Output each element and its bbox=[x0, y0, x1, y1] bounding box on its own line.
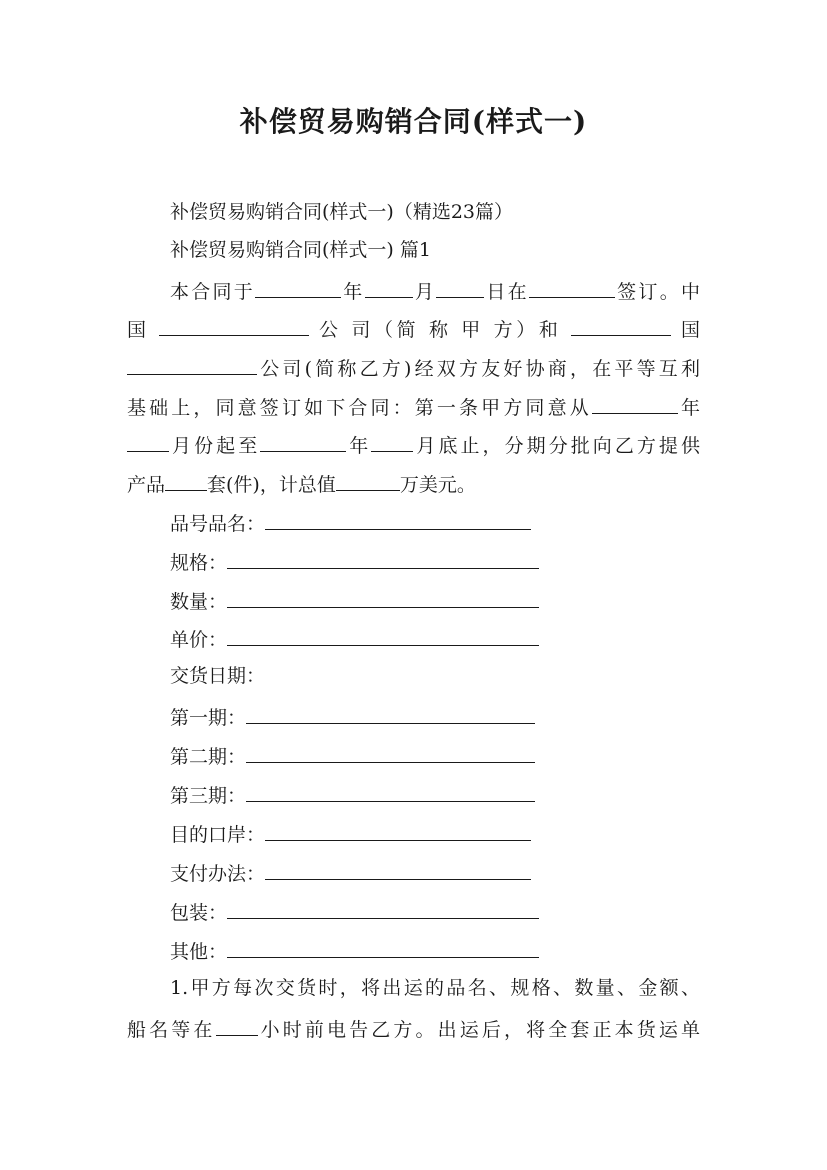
para1-line2 bbox=[127, 315, 700, 342]
blank-underline bbox=[265, 859, 531, 880]
blank-underline bbox=[227, 898, 539, 919]
blank-underline bbox=[371, 431, 413, 452]
document-subtitle: 补偿贸易购销合同(样式一)（精选23篇） bbox=[170, 201, 514, 223]
blank-underline bbox=[265, 820, 531, 841]
field-payment bbox=[170, 859, 700, 886]
field-packing bbox=[170, 898, 700, 925]
field-product-name bbox=[170, 509, 700, 536]
text-segment: 年 bbox=[341, 281, 365, 303]
section-heading: 补偿贸易购销合同(样式一) 篇1 bbox=[170, 239, 431, 261]
blank-underline bbox=[265, 509, 531, 530]
field-label: 支付办法： bbox=[170, 863, 266, 885]
field-spec bbox=[170, 548, 700, 575]
text-segment: 公司(简称乙方)经双方友好协商，在平等互利 bbox=[257, 358, 700, 380]
blank-underline bbox=[436, 277, 484, 298]
field-label: 单价： bbox=[170, 629, 228, 651]
para1-line6 bbox=[127, 470, 700, 497]
blank-underline bbox=[571, 315, 671, 336]
text-segment: 日在 bbox=[484, 281, 529, 303]
blank-underline bbox=[246, 703, 535, 724]
field-label: 目的口岸： bbox=[170, 824, 266, 846]
text-segment: 月底止，分期分批向乙方提供 bbox=[413, 435, 700, 457]
text-segment: 小时前电告乙方。出运后，将全套正本货运单 bbox=[257, 1019, 700, 1041]
blank-underline bbox=[255, 277, 341, 298]
text-segment: 月份起至 bbox=[169, 435, 261, 457]
blank-underline bbox=[127, 431, 169, 452]
blank-underline bbox=[165, 470, 207, 491]
field-phase1 bbox=[170, 703, 700, 730]
para1-line3 bbox=[127, 354, 700, 381]
field-label: 品号品名： bbox=[170, 513, 266, 535]
field-other bbox=[170, 937, 700, 964]
text-segment: 国 bbox=[127, 319, 150, 341]
blank-underline bbox=[336, 470, 400, 491]
text-segment: 年 bbox=[677, 397, 700, 419]
field-quantity bbox=[170, 587, 700, 614]
blank-underline bbox=[260, 431, 346, 452]
text-segment: 签订。中 bbox=[614, 281, 700, 303]
para2-line2 bbox=[127, 1015, 700, 1042]
blank-underline bbox=[227, 548, 539, 569]
blank-underline bbox=[227, 625, 539, 646]
para1-line1 bbox=[170, 277, 700, 304]
blank-underline bbox=[159, 315, 309, 336]
field-phase2 bbox=[170, 742, 700, 769]
field-label: 交货日期： bbox=[170, 665, 266, 687]
field-phase3 bbox=[170, 781, 700, 808]
blank-underline bbox=[365, 277, 413, 298]
field-unit-price bbox=[170, 625, 700, 652]
document-title: 补偿贸易购销合同(样式一) bbox=[239, 105, 588, 138]
field-label: 包装： bbox=[170, 902, 228, 924]
text-segment: 船名等在 bbox=[127, 1019, 216, 1041]
blank-underline bbox=[592, 393, 678, 414]
field-delivery-date bbox=[170, 664, 700, 688]
blank-underline bbox=[227, 937, 539, 958]
field-label: 第二期： bbox=[170, 746, 247, 768]
field-label: 规格： bbox=[170, 552, 228, 574]
blank-underline bbox=[127, 354, 257, 375]
text-segment: 年 bbox=[346, 435, 372, 457]
field-label: 数量： bbox=[170, 591, 228, 613]
text-segment: 公 司（简 称 甲 方）和 bbox=[319, 319, 562, 341]
blank-underline bbox=[529, 277, 615, 298]
blank-underline bbox=[216, 1015, 258, 1036]
field-label: 第三期： bbox=[170, 785, 247, 807]
text-segment: 产品 bbox=[127, 474, 166, 496]
text-segment: 国 bbox=[680, 319, 700, 341]
field-destination-port bbox=[170, 820, 700, 847]
field-label: 其他： bbox=[170, 941, 228, 963]
text-segment: 基础上，同意签订如下合同：第一条甲方同意从 bbox=[127, 397, 592, 419]
para2-line1: 1.甲方每次交货时，将出运的品名、规格、数量、金额、 bbox=[170, 977, 700, 999]
text-segment: 万美元。 bbox=[399, 474, 476, 496]
text-segment: 本合同于 bbox=[170, 281, 256, 303]
para1-line4 bbox=[127, 393, 700, 420]
text-segment: 月 bbox=[412, 281, 437, 303]
field-label: 第一期： bbox=[170, 707, 247, 729]
blank-underline bbox=[227, 587, 539, 608]
text-segment: 套(件)，计总值 bbox=[207, 474, 336, 496]
para1-line5 bbox=[127, 431, 700, 458]
blank-underline bbox=[246, 781, 535, 802]
blank-underline bbox=[246, 742, 535, 763]
